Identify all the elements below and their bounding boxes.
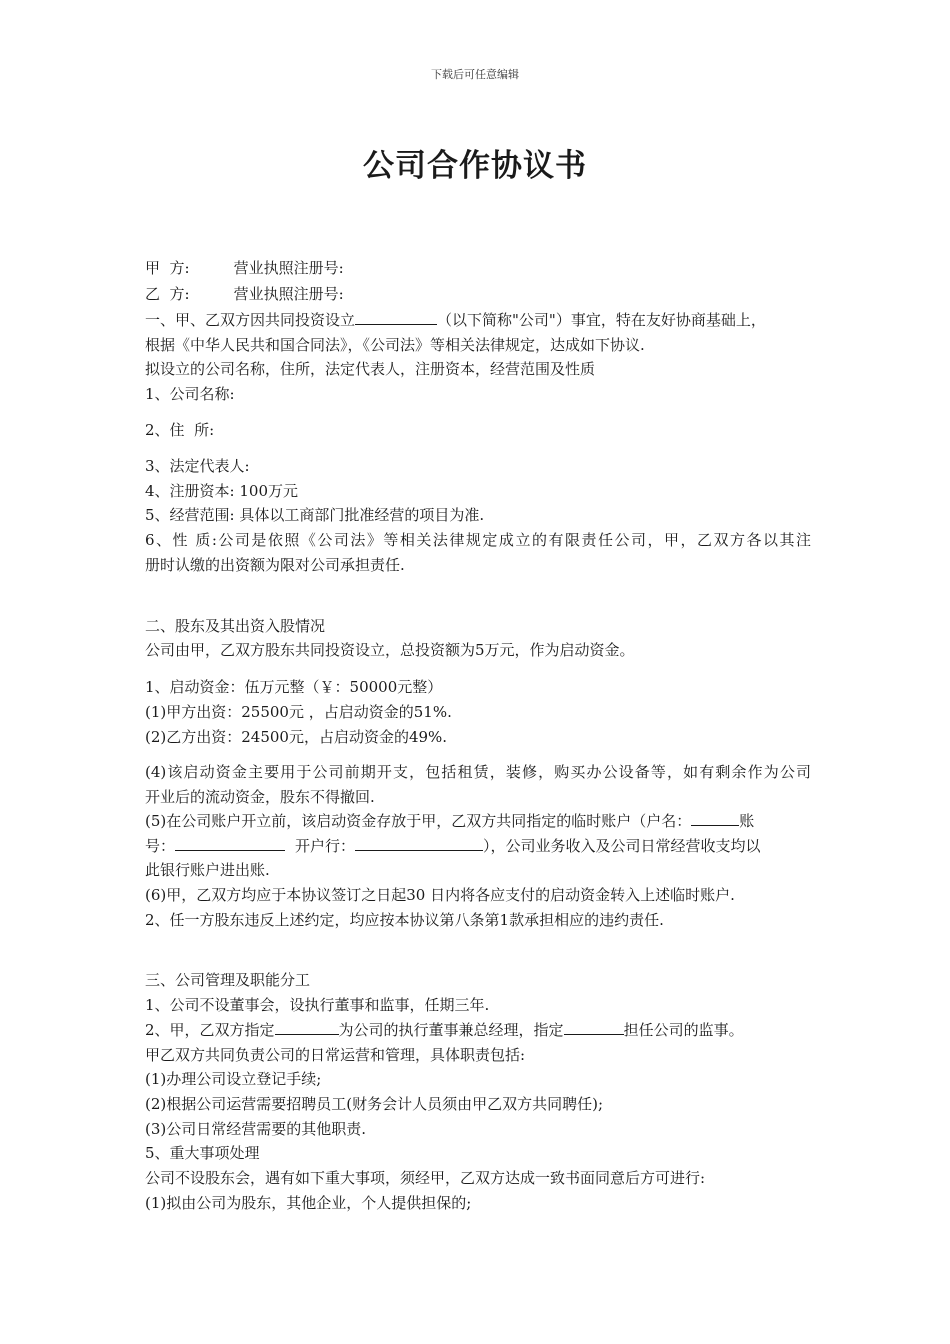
startup-fund: 1、启动资金：伍万元整（￥：50000元整）	[145, 678, 443, 696]
temp-account-tail: ），公司业务收入及公司日常经营收支均以	[483, 837, 761, 855]
duty-3: (3)公司日常经营需要的其他职责.	[145, 1120, 367, 1138]
company-name-item: 1、公司名称:	[145, 385, 235, 403]
party-a-line	[145, 258, 344, 278]
temp-account-post: 账	[739, 812, 755, 830]
nature-item-line-1: 6、性 质:公司是依照《公司法》等相关法律规定成立的有限责任公司，甲，乙双方各以其注	[145, 531, 811, 549]
sec1-l1-post: （以下简称"公司"）事宜，特在友好协商基础上，	[437, 311, 766, 329]
sec1-l1-pre: 一、甲、乙双方因共同投资设立	[145, 311, 356, 329]
bank-label: 开户行：	[295, 837, 356, 855]
board-item: 1、公司不设董事会，设执行董事和监事，任期三年.	[145, 996, 490, 1014]
sec1-line-1	[145, 310, 766, 330]
appointment-pre: 2、甲，乙双方指定	[145, 1021, 275, 1039]
temp-account-line-1	[145, 811, 754, 831]
scope-item: 5、经营范围: 具体以工商部门批准经营的项目为准.	[145, 506, 485, 524]
nature-item-line-2: 册时认缴的出资额为限对公司承担责任.	[145, 556, 405, 574]
legal-rep-item: 3、法定代表人:	[145, 457, 250, 475]
major-matter-1: (1)拟由公司为股东，其他企业，个人提供担保的;	[145, 1194, 472, 1212]
header-note: 下载后可任意编辑	[431, 68, 519, 81]
duty-1: (1)办理公司设立登记手续;	[145, 1070, 322, 1088]
breach-clause: 2、任一方股东违反上述约定，均应按本协议第八条第1款承担相应的违约责任.	[145, 911, 664, 929]
payment-deadline: (6)甲，乙双方均应于本协议签订之日起30 日内将各应支付的启动资金转入上述临时账户.	[145, 886, 735, 904]
company-name-blank	[355, 310, 437, 325]
party-a-label: 甲 方:	[145, 259, 190, 277]
party-b-reg-label: 营业执照注册号:	[233, 285, 344, 303]
director-blank	[275, 1020, 339, 1035]
party-a-reg-label: 营业执照注册号:	[233, 259, 344, 277]
temp-account-line-2	[145, 836, 761, 856]
appointment-post: 担任公司的监事。	[623, 1021, 744, 1039]
sec2-intro: 公司由甲，乙双方股东共同投资设立，总投资额为5万元，作为启动资金。	[145, 641, 635, 659]
account-number-label: 号：	[145, 837, 176, 855]
temp-account-pre: (5)在公司账户开立前，该启动资金存放于甲，乙双方共同指定的临时账户（户名：	[145, 812, 692, 830]
document-title: 公司合作协议书	[363, 148, 587, 184]
account-number-blank	[175, 836, 285, 851]
fund-use-line-1: (4)该启动资金主要用于公司前期开支，包括租赁，装修，购买办公设备等，如有剩余作为公司	[145, 763, 811, 781]
account-holder-blank	[691, 811, 739, 826]
appointment-mid: 为公司的执行董事兼总经理，指定	[338, 1021, 564, 1039]
sec2-heading: 二、股东及其出资入股情况	[145, 617, 326, 635]
temp-account-line-3: 此银行账户进出账.	[145, 861, 270, 879]
fund-use-line-2: 开业后的流动资金，股东不得撤回.	[145, 788, 375, 806]
address-item: 2、住 所:	[145, 421, 215, 439]
appointment-item	[145, 1020, 744, 1040]
sec1-line-3: 拟设立的公司名称，住所，法定代表人，注册资本，经营范围及性质	[145, 360, 596, 378]
sec3-heading: 三、公司管理及职能分工	[145, 971, 311, 989]
duty-intro: 甲乙双方共同负责公司的日常运营和管理，具体职责包括:	[145, 1046, 526, 1064]
supervisor-blank	[564, 1020, 624, 1035]
duty-2: (2)根据公司运营需要招聘员工(财务会计人员须由甲乙双方共同聘任);	[145, 1095, 604, 1113]
major-matters-heading: 5、重大事项处理	[145, 1144, 260, 1162]
party-a-share: (1)甲方出资：25500元 ，占启动资金的51%.	[145, 703, 452, 721]
party-b-share: (2)乙方出资：24500元，占启动资金的49%.	[145, 728, 448, 746]
major-matters-intro: 公司不设股东会，遇有如下重大事项，须经甲，乙双方达成一致书面同意后方可进行:	[145, 1169, 706, 1187]
party-b-label: 乙 方:	[145, 285, 190, 303]
sec1-line-2: 根据《中华人民共和国合同法》，《公司法》等相关法律规定，达成如下协议.	[145, 336, 645, 354]
party-b-line	[145, 284, 344, 304]
capital-item: 4、注册资本: 100万元	[145, 482, 298, 500]
bank-blank	[355, 836, 483, 851]
